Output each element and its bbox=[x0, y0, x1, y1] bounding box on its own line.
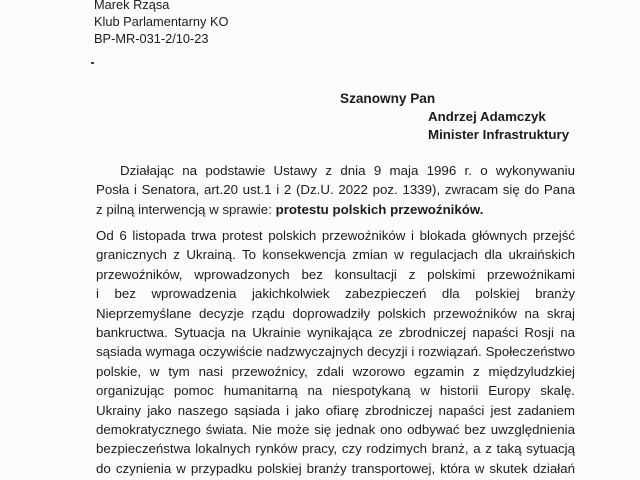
intro-paragraph bbox=[96, 161, 575, 219]
intro-line: Posła i Senatora, art.20 ust.1 i 2 (Dz.U. 2022 poz. 1339), zwracam się do Pana bbox=[96, 182, 575, 198]
intro-line bbox=[96, 200, 575, 219]
sender-name: Marek Rząsa bbox=[94, 0, 170, 12]
stray-mark bbox=[91, 62, 94, 64]
body-line: Od 6 listopada trwa protest polskich przewoźników i blokada głównych przejść bbox=[96, 228, 575, 243]
body-line: organizując pomoc humanitarną na niespotykaną w historii Europy skalę. bbox=[96, 383, 575, 399]
body-paragraph bbox=[96, 226, 575, 480]
body-line: bankructwa. Sytuacja na Ukrainie wynikająca ze zbrodniczej napaści Rosji na bbox=[96, 324, 575, 340]
intro-subject-prefix: z pilną interwencją w sprawie: bbox=[96, 201, 276, 217]
recipient-title: Minister Infrastruktury bbox=[428, 127, 570, 142]
reference-number: BP-MR-031-2/10-23 bbox=[94, 31, 209, 46]
recipient-name: Andrzej Adamczyk bbox=[428, 109, 546, 124]
body-line: i bez wprowadzenia jakichkolwiek zabezpieczeń dla polskiej branży bbox=[96, 286, 575, 302]
body-line: granicznych z Ukrainą. To konsekwencja zmian w regulacjach dla ukraińskich bbox=[96, 247, 575, 263]
sender-club: Klub Parlamentarny KO bbox=[94, 14, 229, 29]
body-line: bezpieczeństwa lokalnych rynków pracy, czy rodzimych branż, a z taką sytuacją bbox=[96, 441, 575, 457]
intro-line: Działając na podstawie Ustawy z dnia 9 maja 1996 r. o wykonywaniu bbox=[120, 163, 575, 178]
body-line: demokratycznego świata. Nie może się jednak ono odbywać bez uwzględnienia bbox=[96, 421, 575, 437]
body-line: do czynienia w przypadku polskiej branży transportowej, która w skutek działań bbox=[96, 460, 575, 476]
body-line: sąsiada wymaga oczywiście nadzwyczajnych decyzji i rozwiązań. Społeczeństwo bbox=[96, 344, 575, 360]
salutation: Szanowny Pan bbox=[340, 91, 436, 106]
body-line: Nieprzemyślane decyzje rządu doprowadziły polskich przewoźników na skraj bbox=[96, 305, 575, 321]
body-line: Ukrainy jako naszego sąsiada i jako ofiarę zbrodniczej napaści jest zadaniem bbox=[96, 402, 575, 418]
body-line: polskie, w tym nasi przewoźnicy, zdali wzorowo egzamin z międzyludzkiej bbox=[96, 363, 575, 379]
intro-subject: protestu polskich przewoźników. bbox=[275, 201, 484, 217]
body-line: przewoźników, wprowadzonych bez konsultacji z polskimi przewoźnikami bbox=[96, 266, 575, 282]
